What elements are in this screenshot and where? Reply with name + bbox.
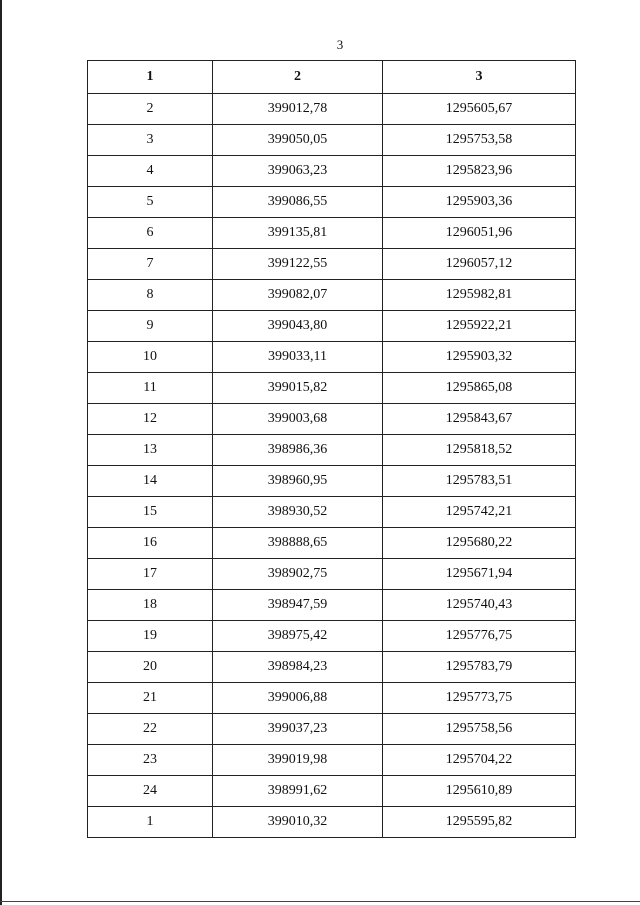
y-coordinate-cell: 1295742,21 [383,497,576,528]
column-header-3: 3 [383,61,576,94]
page-bottom-edge [0,901,640,902]
point-number-cell: 23 [88,745,213,776]
y-coordinate-cell: 1295903,36 [383,187,576,218]
table-row [88,280,576,311]
point-number-cell: 21 [88,683,213,714]
page-left-edge [0,0,2,905]
y-coordinate-cell: 1295671,94 [383,559,576,590]
y-coordinate-cell: 1296051,96 [383,218,576,249]
point-number-cell: 14 [88,466,213,497]
point-number-cell: 7 [88,249,213,280]
table-row [88,125,576,156]
table-header-row [88,61,576,94]
table-row [88,776,576,807]
y-coordinate-cell: 1295680,22 [383,528,576,559]
point-number-cell: 20 [88,652,213,683]
table-row [88,311,576,342]
y-coordinate-cell: 1295783,79 [383,652,576,683]
point-number-cell: 17 [88,559,213,590]
y-coordinate-cell: 1295595,82 [383,807,576,838]
x-coordinate-cell: 399003,68 [213,404,383,435]
coordinates-table [87,60,576,838]
column-header-2: 2 [213,61,383,94]
point-number-cell: 11 [88,373,213,404]
table-row [88,807,576,838]
y-coordinate-cell: 1295865,08 [383,373,576,404]
point-number-cell: 1 [88,807,213,838]
table-row [88,342,576,373]
y-coordinate-cell: 1295753,58 [383,125,576,156]
table-row [88,218,576,249]
y-coordinate-cell: 1295982,81 [383,280,576,311]
y-coordinate-cell: 1295610,89 [383,776,576,807]
x-coordinate-cell: 398986,36 [213,435,383,466]
point-number-cell: 8 [88,280,213,311]
x-coordinate-cell: 399012,78 [213,94,383,125]
x-coordinate-cell: 398975,42 [213,621,383,652]
x-coordinate-cell: 398888,65 [213,528,383,559]
y-coordinate-cell: 1295773,75 [383,683,576,714]
table-row [88,373,576,404]
x-coordinate-cell: 398960,95 [213,466,383,497]
x-coordinate-cell: 398902,75 [213,559,383,590]
y-coordinate-cell: 1295740,43 [383,590,576,621]
x-coordinate-cell: 399082,07 [213,280,383,311]
table-row [88,714,576,745]
point-number-cell: 2 [88,94,213,125]
point-number-cell: 3 [88,125,213,156]
table-row [88,249,576,280]
table-row [88,559,576,590]
table-row [88,466,576,497]
table-row [88,497,576,528]
y-coordinate-cell: 1295843,67 [383,404,576,435]
point-number-cell: 13 [88,435,213,466]
x-coordinate-cell: 399063,23 [213,156,383,187]
point-number-cell: 16 [88,528,213,559]
table-row [88,621,576,652]
x-coordinate-cell: 398984,23 [213,652,383,683]
y-coordinate-cell: 1295783,51 [383,466,576,497]
page-number: 3 [336,37,344,52]
x-coordinate-cell: 399033,11 [213,342,383,373]
point-number-cell: 10 [88,342,213,373]
x-coordinate-cell: 399135,81 [213,218,383,249]
table-row [88,683,576,714]
table-row [88,528,576,559]
point-number-cell: 6 [88,218,213,249]
y-coordinate-cell: 1295605,67 [383,94,576,125]
point-number-cell: 24 [88,776,213,807]
x-coordinate-cell: 398930,52 [213,497,383,528]
point-number-cell: 22 [88,714,213,745]
y-coordinate-cell: 1295776,75 [383,621,576,652]
x-coordinate-cell: 399086,55 [213,187,383,218]
x-coordinate-cell: 399010,32 [213,807,383,838]
x-coordinate-cell: 399122,55 [213,249,383,280]
y-coordinate-cell: 1296057,12 [383,249,576,280]
point-number-cell: 19 [88,621,213,652]
y-coordinate-cell: 1295922,21 [383,311,576,342]
table-row [88,435,576,466]
table-body [88,94,576,838]
point-number-cell: 18 [88,590,213,621]
table-row [88,404,576,435]
x-coordinate-cell: 399006,88 [213,683,383,714]
x-coordinate-cell: 399015,82 [213,373,383,404]
y-coordinate-cell: 1295903,32 [383,342,576,373]
x-coordinate-cell: 398947,59 [213,590,383,621]
point-number-cell: 15 [88,497,213,528]
table-row [88,156,576,187]
point-number-cell: 9 [88,311,213,342]
x-coordinate-cell: 399019,98 [213,745,383,776]
x-coordinate-cell: 398991,62 [213,776,383,807]
x-coordinate-cell: 399037,23 [213,714,383,745]
point-number-cell: 4 [88,156,213,187]
point-number-cell: 12 [88,404,213,435]
point-number-cell: 5 [88,187,213,218]
table-row [88,94,576,125]
table-row [88,187,576,218]
x-coordinate-cell: 399043,80 [213,311,383,342]
table-row [88,652,576,683]
y-coordinate-cell: 1295818,52 [383,435,576,466]
y-coordinate-cell: 1295823,96 [383,156,576,187]
y-coordinate-cell: 1295758,56 [383,714,576,745]
y-coordinate-cell: 1295704,22 [383,745,576,776]
table-row [88,590,576,621]
x-coordinate-cell: 399050,05 [213,125,383,156]
column-header-1: 1 [88,61,213,94]
table-row [88,745,576,776]
